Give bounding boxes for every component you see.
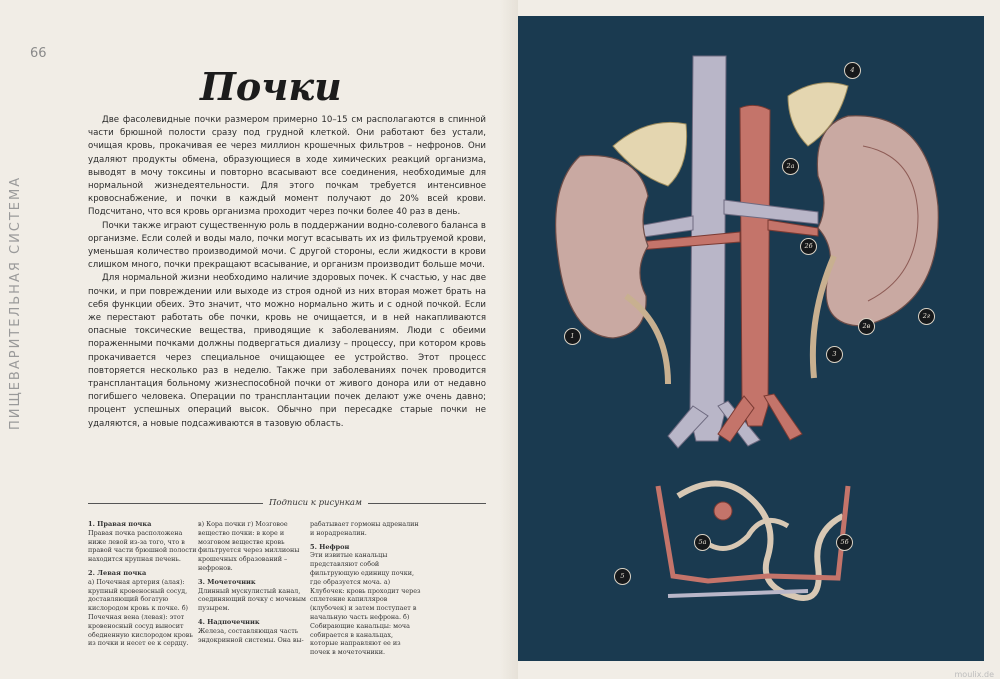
illustration-panel	[518, 16, 984, 661]
nephron-tubule	[698, 520, 788, 548]
watermark: moulix.de	[954, 670, 994, 679]
captions-heading: Подписи к рисункам	[263, 498, 368, 508]
caption-text: Правая почка расположена ниже левой из-за того, что в правой части брюшной полости находится крупная печень.	[88, 528, 197, 564]
caption-column-2	[198, 520, 310, 644]
caption-head: 3. Мочеточник	[198, 577, 256, 586]
caption-head: 1. Правая почка	[88, 520, 152, 528]
kidney-illustration	[518, 16, 984, 661]
figure-label: 3	[826, 346, 843, 363]
figure-label: 5а	[694, 534, 711, 551]
figure-label: 2б	[800, 238, 817, 255]
left-kidney	[817, 116, 938, 326]
figure-label: 2а	[782, 158, 799, 175]
section-side-heading: ПИЩЕВАРИТЕЛЬНАЯ СИСТЕМА	[8, 175, 23, 430]
figure-label: 5	[614, 568, 631, 585]
right-kidney	[556, 156, 648, 339]
figure-label: 1	[564, 328, 581, 345]
caption-text: в) Кора почки г) Мозговое вещество почки: в коре и мозговом веществе кровь фильтруется через миллионы крошечных образований – нефронов.	[198, 520, 300, 572]
page-number: 66	[30, 46, 47, 61]
figure-label: 2г	[918, 308, 935, 325]
caption-column-1	[88, 520, 200, 648]
caption-head: 4. Надпочечник	[198, 617, 260, 626]
paragraph: Почки также играют существенную роль в поддержании водно-солевого баланса в организме. Если солей и воды мало, почки могут всасывать их из фильтруемой крови, уменьшая количество производимой мочи. С другой стороны, если жидкости в крови слишком много, почки прекращают всасывание, и организм производит больше мочи.	[88, 220, 486, 271]
paragraph: Две фасолевидные почки размером примерно 10–15 см располагаются в спинной части брюшной полости сразу под грудной клеткой. Они работают без устали, очищая кровь, прокачивая ее через миллион крошечных фильтров – нефронов. Они удаляют продукты обмена, образующиеся в ходе химических реакций организма, выводят в мочу токсины и повторно всасывают все соединения, необходимые для нормальной жизнедеятельности. Для этого почкам требуется интенсивное кровоснабжение, и почки в каждый момент получают до 20% всей крови. Подсчитано, что вся кровь организма проходит через почки более 40 раз в день.	[88, 115, 486, 218]
caption-text: а) Почечная артерия (алая): крупный кровеносный сосуд, доставляющий богатую кислородом кровь к почке. б) Почечная вена (левая): этот кровеносный сосуд выносит обедненную кислородом кровь из почки и несет ее к сердцу.	[88, 577, 193, 648]
body-text	[88, 114, 486, 431]
iliac-artery-right	[764, 394, 802, 440]
caption-text: Эти извитые канальцы представляют собой фильтрующую единицу почки, где образуется моча. а) Клубочек: кровь проходит через сплетение капилляров (клубочек) и затем поступает в начальную часть нефрона. б) Собирающие канальцы: моча собирается в канальцах, которые направляют ее из почек в мочеточники.	[310, 551, 421, 657]
figure-label: 5б	[836, 534, 853, 551]
caption-text: рабатывает гормоны адреналин и норадреналин.	[310, 520, 419, 537]
glomerulus	[714, 502, 732, 520]
paragraph: Для нормальной жизни необходимо наличие здоровых почек. К счастью, у нас две почки, и при повреждении или выходе из строя одной из них вторая может брать на себя функции обеих. Это значит, что можно нормально жить и с одной почкой. Если же перестают работать обе почки, кровь не очищается, и в ней накапливаются опасные токсические вещества, приводящие к заболеваниям. Люди с обеими пораженными почками должны подвергаться диализу – процессу, при котором кровь прокачивается через специальное очищающее ее устройство. Этот процесс повторяется несколько раз в неделю. Также при заболеваниях почек проводится трансплантация больному жизнеспособной почки от живого донора или от недавно погибшего человека. Операции по трансплантации почек делают уже очень давно; процент успешных операций высок. Обычно при пересадке старые почки не удаляются, а новые подсаживаются в тазовую область.	[88, 273, 486, 429]
captions-divider	[88, 498, 486, 508]
caption-text: Длинный мускулистый канал, соединяющий почку с мочевым пузырем.	[198, 586, 306, 613]
caption-head: 2. Левая почка	[88, 568, 147, 577]
caption-column-3	[310, 520, 422, 657]
book-gutter	[500, 0, 518, 679]
page-title: Почки	[200, 64, 342, 109]
figure-label: 2в	[858, 318, 875, 335]
caption-text: Железа, составляющая часть эндокринной системы. Она вы-	[198, 626, 304, 644]
vena-cava	[690, 56, 726, 441]
caption-head: 5. Нефрон	[310, 542, 350, 551]
aorta	[740, 105, 770, 426]
right-margin	[984, 0, 1000, 679]
figure-label: 4	[844, 62, 861, 79]
